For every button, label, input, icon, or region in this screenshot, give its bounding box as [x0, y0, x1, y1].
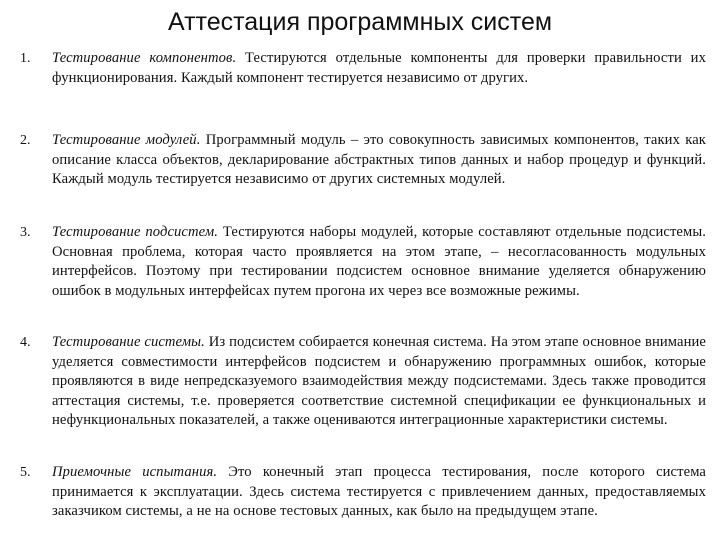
list-item: [0, 463, 720, 522]
item-number: 3.: [20, 225, 31, 240]
numbered-list: [0, 49, 720, 522]
item-body: Это конечный этап процесса тестирования, после которого система принимается к эксплуатации. Здесь система тестируется с привлечением данных, предоставляемых заказчиком системы, а не на основе тестовых данных, как было на предыдущем этапе.: [52, 464, 707, 520]
item-number: 1.: [20, 51, 31, 66]
item-term: Тестирование компонентов.: [52, 50, 237, 66]
item-body: Программный модуль – это совокупность зависимых компонентов, таких как описание класса объектов, декларирование абстрактных типов данных и набор процедур и функций. Каждый модуль тестируется независимо от других системных модулей.: [52, 132, 706, 188]
list-item: [0, 49, 720, 131]
item-text: [52, 333, 706, 431]
item-body: Тестируются отдельные компоненты для проверки правильности их функционирования. Каждый компонент тестируется независимо от других.: [52, 50, 706, 86]
item-body: Тестируются наборы модулей, которые составляют отдельные подсистемы. Основная проблема, которая часто проявляется на этом этапе, – несогласованность модульных интерфейсов. Поэтому при тестировании подсистем основное внимание уделяется обнаружению ошибок в модульных интерфейсах путем прогона их через все возможные режимы.: [52, 224, 706, 299]
item-text: [52, 131, 706, 190]
list-item: [0, 131, 720, 223]
item-number: 5.: [20, 465, 31, 480]
item-term: Тестирование модулей.: [52, 132, 201, 148]
item-body: Из подсистем собирается конечная система. На этом этапе основное внимание уделяется совместимости интерфейсов подсистем и обнаружению программных ошибок, которые проявляются в виде непредсказуемого взаимодействия между подсистемами. Здесь также проводится аттестация системы, т.е. проверяется соответствие системной спецификации ее функциональных и нефункциональных показателей, а также оцениваются интеграционные характеристики системы.: [52, 334, 706, 429]
slide-title: Аттестация программных систем: [167, 8, 553, 36]
item-term: Тестирование системы.: [52, 334, 205, 350]
list-item: [0, 333, 720, 463]
item-term: Тестирование подсистем.: [52, 224, 219, 240]
item-text: [52, 463, 706, 522]
item-number: 2.: [20, 133, 31, 148]
list-item: [0, 223, 720, 333]
item-text: [52, 223, 706, 301]
item-term: Приемочные испытания.: [52, 464, 218, 480]
item-number: 4.: [20, 335, 31, 350]
item-text: [52, 49, 706, 88]
